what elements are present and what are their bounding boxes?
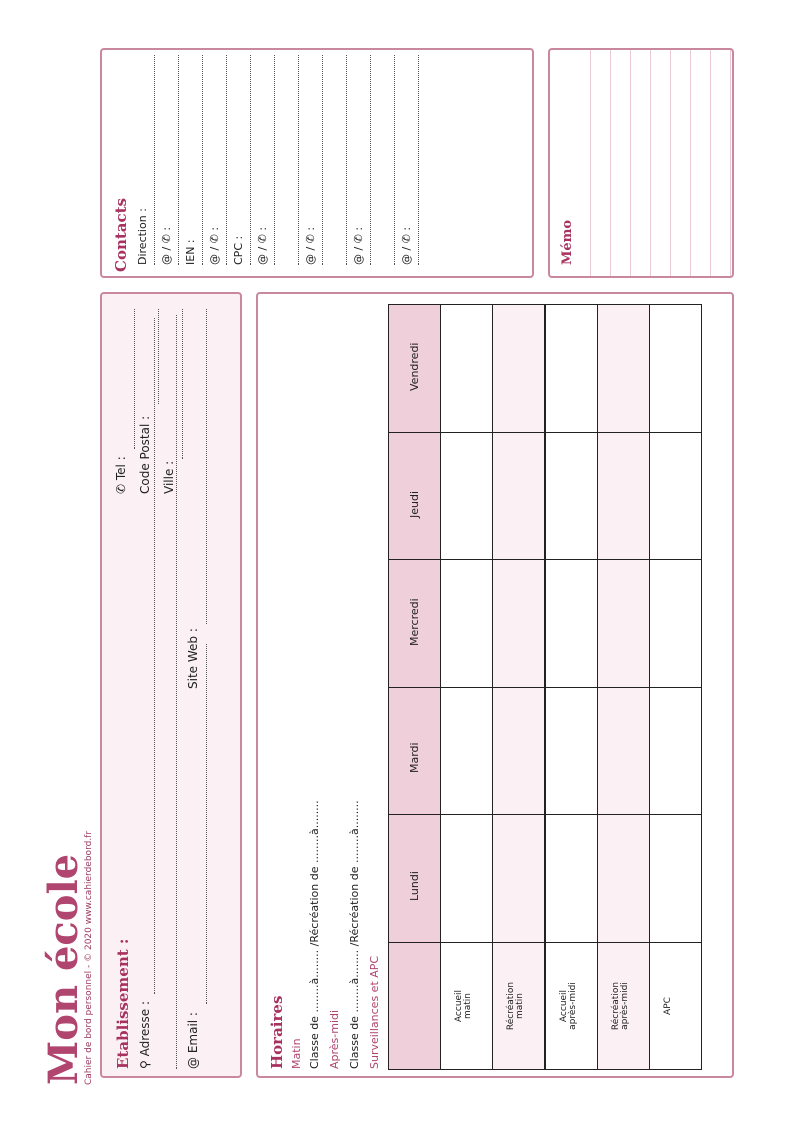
matin-a-text: à [308,977,321,985]
apres-midi-label: Après-midi [328,1009,341,1069]
code-postal-line[interactable] [158,309,159,404]
ville-label: Ville : [162,460,176,494]
contacts-title: Contacts [112,197,130,272]
schedule-cell[interactable] [492,559,545,688]
contact-label: @ / ✆ : [400,226,413,265]
day-header-cell [388,304,441,433]
row-label-cell[interactable] [492,942,545,1071]
schedule-cell[interactable] [649,559,702,688]
row-label: Récréation matin [506,982,526,1031]
schedule-cell[interactable] [492,304,545,433]
schedule-cell[interactable] [649,432,702,561]
matin-recreation-text: /Récréation de [308,866,321,947]
row-label-cell[interactable] [440,942,493,1071]
schedule-cell[interactable] [597,559,650,688]
schedule-cell[interactable] [597,814,650,943]
schedule-cell[interactable] [440,687,493,816]
surveillances-label: Surveillances et APC [368,955,381,1069]
row-label: Accueil matin [454,990,474,1023]
etablissement-title: Etablissement : [114,938,132,1069]
tel-text: Tel : [114,456,128,481]
day-header: Mercredi [408,598,422,646]
horaires-title: Horaires [268,995,286,1069]
schedule-cell[interactable] [492,432,545,561]
schedule-cell[interactable] [649,814,702,943]
contact-line[interactable] [274,55,275,265]
email-line[interactable] [206,644,207,1004]
contact-line[interactable] [154,55,155,265]
row-label: Accueil après-midi [558,982,579,1031]
etablissement-panel [100,292,242,1078]
page-title: Mon école [40,853,87,1085]
ville-line[interactable] [182,309,183,459]
matin-classe-text: Classe de [308,1016,321,1069]
contact-label: @ / ✆ : [160,226,173,265]
horaires-panel [256,292,734,1078]
day-header-cell [388,559,441,688]
schedule-cell[interactable] [597,432,650,561]
site-web-label: Site Web : [186,628,200,689]
row-label: APC [662,997,673,1016]
schedule-cell[interactable] [440,559,493,688]
contact-label: @ / ✆ : [208,226,221,265]
code-postal-label: Code Postal : [138,415,152,494]
matin-classe-row[interactable]: Classe de ........à........ /Récréation de ........à........ [308,800,321,1069]
contact-line[interactable] [370,55,371,265]
contact-line[interactable] [226,55,227,265]
memo-lines[interactable] [590,50,732,276]
schedule-cell[interactable] [440,814,493,943]
day-header: Jeudi [408,491,422,519]
pm-a-text: à [348,977,361,985]
schedule-cell[interactable] [492,687,545,816]
day-header: Mardi [408,742,422,774]
schedule-cell[interactable] [597,304,650,433]
contact-label: CPC : [232,235,245,265]
location-icon: ⚲ [138,1056,152,1069]
contact-line[interactable] [418,55,419,265]
schedule-cell[interactable] [545,559,598,688]
phone-icon: ✆ [114,480,128,494]
contact-line[interactable] [178,55,179,265]
tel-line[interactable] [134,309,135,449]
contact-line[interactable] [346,55,347,265]
schedule-cell[interactable] [545,304,598,433]
day-header-cell [388,814,441,943]
matin-label: Matin [290,1038,303,1069]
pm-classe-text: Classe de [348,1016,361,1069]
apres-midi-classe-row[interactable]: Classe de ........à........ /Récréation de ........à........ [348,800,361,1069]
contacts-panel [100,48,534,278]
row-label-cell[interactable] [597,942,650,1071]
adresse-line-2[interactable] [176,315,177,1069]
pm-recreation-text: /Récréation de [348,866,361,947]
contact-line[interactable] [250,55,251,265]
tel-label [114,456,128,494]
schedule-cell[interactable] [440,432,493,561]
row-label-cell[interactable] [545,942,598,1071]
email-label: @ Email : [186,1012,200,1069]
contact-line[interactable] [322,55,323,265]
contact-line[interactable] [202,55,203,265]
row-label-cell[interactable] [649,942,702,1071]
schedule-cell[interactable] [545,814,598,943]
memo-title: Mémo [560,219,575,265]
corner-cell [388,942,441,1071]
adresse-text: Adresse : [138,1000,152,1057]
schedule-cell[interactable] [492,814,545,943]
page-subtitle: Cahier de bord personnel - © 2020 www.cahierdebord.fr [84,830,94,1085]
contact-line[interactable] [298,55,299,265]
memo-panel [548,48,734,278]
pm-a2-text: à [348,828,361,836]
schedule-cell[interactable] [545,432,598,561]
matin-a2-text: à [308,828,321,836]
row-label: Récréation après-midi [610,982,631,1031]
contact-label: IEN : [184,239,197,265]
schedule-cell[interactable] [649,304,702,433]
contact-label: @ / ✆ : [352,226,365,265]
day-header: Lundi [408,870,422,901]
schedule-cell[interactable] [649,687,702,816]
adresse-line-1[interactable] [154,318,155,994]
schedule-cell[interactable] [440,304,493,433]
schedule-cell[interactable] [545,687,598,816]
day-header: Vendredi [408,342,422,391]
contact-label: @ / ✆ : [256,226,269,265]
site-web-line[interactable] [206,309,207,624]
schedule-table [388,304,701,1069]
day-header-cell [388,432,441,561]
day-header-cell [388,687,441,816]
adresse-label [138,1001,152,1069]
contact-label: Direction : [136,208,149,265]
contact-label: @ / ✆ : [304,226,317,265]
schedule-cell[interactable] [597,687,650,816]
contact-line[interactable] [394,55,395,265]
